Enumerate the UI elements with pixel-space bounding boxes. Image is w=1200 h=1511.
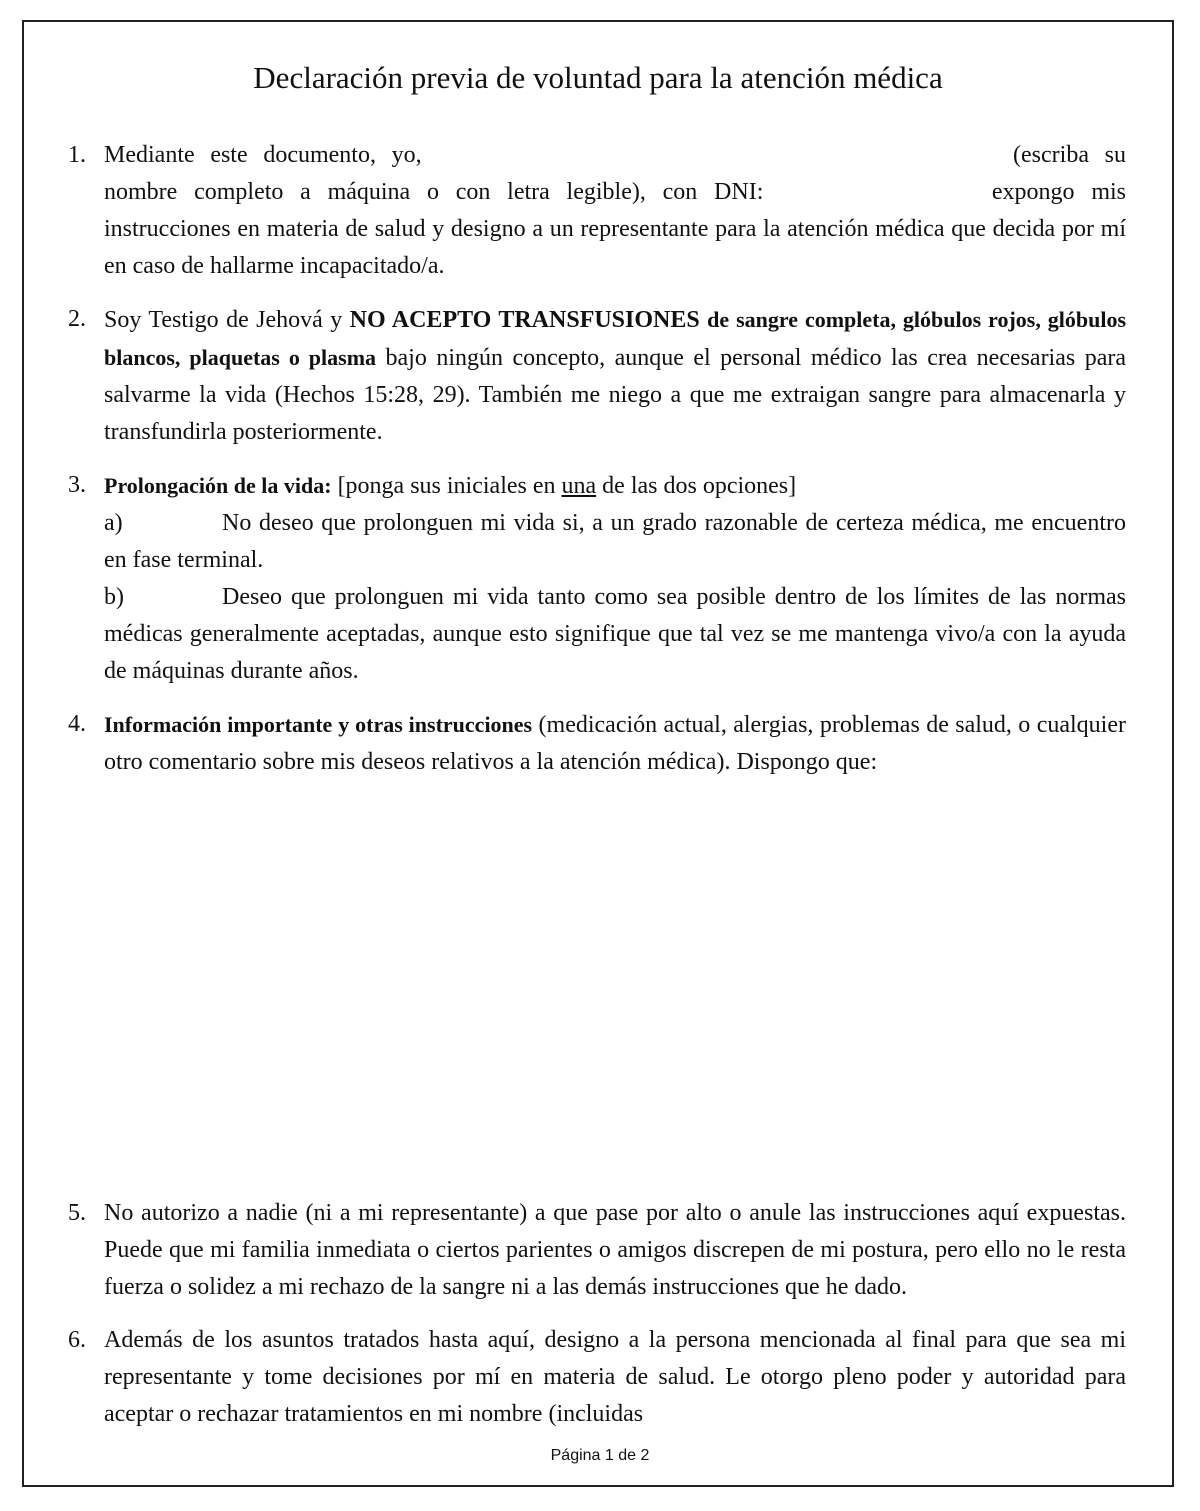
section-text: Mediante este documento, yo, (104, 142, 422, 168)
section-6 (68, 1322, 1126, 1433)
option-letter[interactable]: b) (104, 584, 124, 610)
section-text: Soy Testigo de Jehová y (104, 307, 343, 333)
option-letter[interactable]: a) (104, 510, 123, 536)
section-4 (68, 706, 1126, 1179)
section-text: No autorizo a nadie (ni a mi representante) a que pase por alto o anule las instrucciones aquí expuestas. Puede que mi familia inmediata o ciertos parientes o amigos discrepen de mi postura, pero ello no le resta fuerza o solidez a mi rechazo de la sangre ni a las demás instrucciones que he dado. (104, 1200, 1126, 1300)
section-number: 4. (68, 711, 86, 737)
option-b (104, 579, 1126, 690)
option-text: Deseo que prolonguen mi vida tanto como sea posible dentro de los límites de las normas médicas generalmente aceptadas, aunque esto signifique que tal vez se me mantenga vivo/a con la ayuda de máquinas durante años. (104, 584, 1126, 684)
document-title: Declaración previa de voluntad para la atención médica (253, 60, 943, 95)
section-text: (escriba su nombre completo a máquina o con letra legible), con DNI: (104, 142, 1126, 205)
sections (68, 137, 1126, 1433)
section-number: 6. (68, 1327, 86, 1353)
section-text: (medicación actual, alergias, problemas de salud, o cualquier otro comentario sobre mis deseos relativos a la atención médica). Dispongo que: (104, 712, 1126, 775)
bold-refusal: NO ACEPTO TRANSFUSIONES (349, 307, 700, 333)
section-number: 1. (68, 142, 86, 168)
instruction-underline: una (561, 473, 597, 499)
section-2 (68, 301, 1126, 451)
section-text: expongo mis instrucciones en materia de salud y designo a un representante para la atención médica que decida por mí en caso de hallarme incapacitado/a. (104, 179, 1126, 279)
page-frame (22, 20, 1174, 1487)
option-text: No deseo que prolonguen mi vida si, a un grado razonable de certeza médica, me encuentro en fase terminal. (104, 510, 1126, 573)
section-text: bajo ningún concepto, aunque el personal médico las crea necesarias para salvarme la vida (Hechos 15:28, 29). También me niego a que me extraigan sangre para almacenarla y transfundirla posteriormente. (104, 345, 1126, 445)
section-heading: Prolongación de la vida: (104, 473, 332, 498)
section-heading: Información importante y otras instrucciones (104, 712, 533, 737)
bold-refusal-detail: de sangre completa, glóbulos rojos, glóbulos blancos, plaquetas o plasma (104, 307, 1127, 370)
instruction-text: [ponga sus iniciales en (337, 473, 556, 499)
section-number: 5. (68, 1200, 86, 1226)
section-text: Además de los asuntos tratados hasta aquí, designo a la persona mencionada al final para que sea mi representante y tome decisiones por mí en materia de salud. Le otorgo pleno poder y autoridad para aceptar o rechazar tratamientos en mi nombre (incluidas (104, 1327, 1126, 1427)
section-number: 3. (68, 472, 86, 498)
instructions-blank-area[interactable] (104, 781, 1126, 1179)
section-1 (68, 137, 1126, 285)
page-number: Página 1 de 2 (550, 1447, 650, 1464)
option-a (104, 505, 1126, 579)
section-3 (68, 467, 1126, 690)
section-number: 2. (68, 306, 86, 332)
instruction-text: de las dos opciones] (602, 473, 797, 499)
section-5 (68, 1195, 1126, 1306)
